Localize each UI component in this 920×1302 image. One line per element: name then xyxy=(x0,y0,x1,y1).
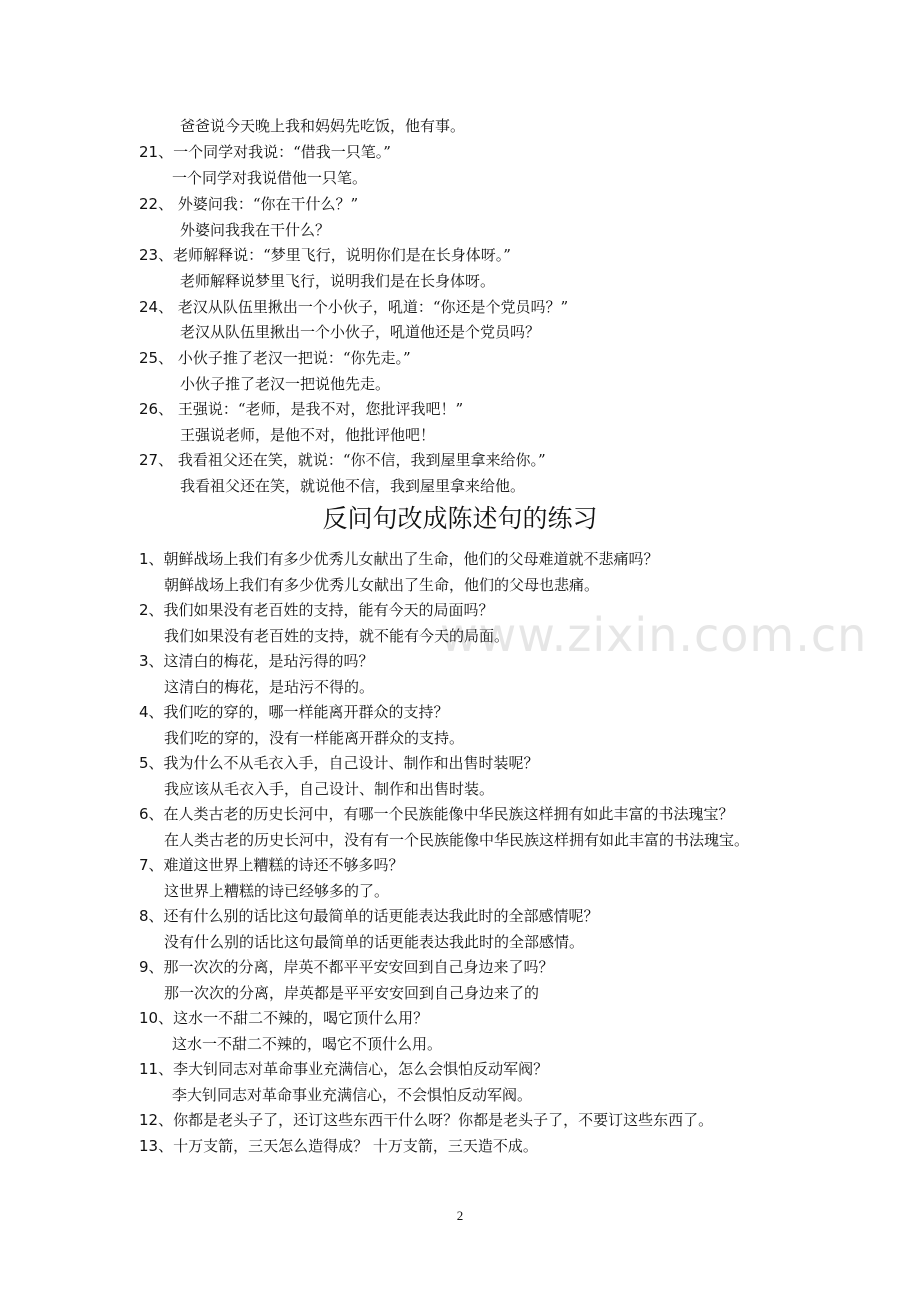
answer-line: 一个同学对我说借他一只笔。 xyxy=(172,169,368,187)
answer-line: 我们吃的穿的，没有一样能离开群众的支持。 xyxy=(164,729,465,747)
answer-line: 我们如果没有老百姓的支持，就不能有今天的局面。 xyxy=(164,627,510,645)
question-line: 9、那一次次的分离，岸英不都平平安安回到自己身边来了吗？ xyxy=(139,958,554,976)
question-line: 23、老师解释说：“梦里飞行，说明你们是在长身体呀。” xyxy=(139,246,511,264)
question-line: 24、 老汉从队伍里揪出一个小伙子，吼道：“你还是个党员吗？” xyxy=(139,298,569,316)
answer-line: 这水一不甜二不辣的，喝它不顶什么用。 xyxy=(172,1035,443,1053)
answer-line: 在人类古老的历史长河中，没有有一个民族能像中华民族这样拥有如此丰富的书法瑰宝。 xyxy=(164,831,750,849)
answer-line: 爸爸说今天晚上我和妈妈先吃饭，他有事。 xyxy=(180,117,466,135)
question-line: 1、朝鲜战场上我们有多少优秀儿女献出了生命，他们的父母难道就不悲痛吗？ xyxy=(139,550,659,568)
answer-line: 小伙子推了老汉一把说他先走。 xyxy=(180,375,391,393)
question-line: 22、 外婆问我：“你在干什么？” xyxy=(139,195,359,213)
answer-line: 王强说老师，是他不对，他批评他吧！ xyxy=(180,426,436,444)
section-title: 反问句改成陈述句的练习 xyxy=(322,504,598,533)
question-line: 27、 我看祖父还在笑，就说：“你不信，我到屋里拿来给你。” xyxy=(139,451,546,469)
answer-line: 没有什么别的话比这句最简单的话更能表达我此时的全部感情。 xyxy=(164,933,585,951)
question-line: 8、还有什么别的话比这句最简单的话更能表达我此时的全部感情呢？ xyxy=(139,907,599,925)
page-number: 2 xyxy=(456,1208,464,1223)
answer-line: 外婆问我我在干什么？ xyxy=(180,221,331,239)
answer-line: 朝鲜战场上我们有多少优秀儿女献出了生命，他们的父母也悲痛。 xyxy=(164,576,600,594)
answer-line: 我看祖父还在笑，就说他不信，我到屋里拿来给他。 xyxy=(180,477,526,495)
answer-line: 那一次次的分离，岸英都是平平安安回到自己身边来了的 xyxy=(164,984,540,1002)
question-line: 5、我为什么不从毛衣入手，自己设计、制作和出售时装呢？ xyxy=(139,754,539,772)
question-line: 10、这水一不甜二不辣的，喝它顶什么用？ xyxy=(139,1009,429,1027)
answer-line: 李大钊同志对革命事业充满信心，不会惧怕反动军阀。 xyxy=(172,1086,533,1104)
watermark: www.zixin.com.cn xyxy=(440,608,868,662)
answer-line: 老汉从队伍里揪出一个小伙子，吼道他还是个党员吗？ xyxy=(180,323,541,341)
question-line: 26、 王强说：“老师，是我不对，您批评我吧！” xyxy=(139,400,464,418)
question-line: 12、你都是老头子了，还订这些东西干什么呀？你都是老头子了，不要订这些东西了。 xyxy=(139,1111,714,1129)
answer-line: 我应该从毛衣入手，自己设计、制作和出售时装。 xyxy=(164,780,495,798)
question-line: 2、我们如果没有老百姓的支持，能有今天的局面吗？ xyxy=(139,601,494,619)
question-line: 25、 小伙子推了老汉一把说：“你先走。” xyxy=(139,349,411,367)
question-line: 3、这清白的梅花，是玷污得的吗？ xyxy=(139,652,374,670)
question-line: 21、一个同学对我说：“借我一只笔。” xyxy=(139,143,391,161)
question-line: 4、我们吃的穿的，哪一样能离开群众的支持？ xyxy=(139,703,449,721)
question-line: 13、十万支箭，三天怎么造得成？ 十万支箭，三天造不成。 xyxy=(139,1137,538,1155)
answer-line: 老师解释说梦里飞行，说明我们是在长身体呀。 xyxy=(180,272,496,290)
question-line: 11、李大钊同志对革命事业充满信心，怎么会惧怕反动军阀？ xyxy=(139,1060,549,1078)
question-line: 6、在人类古老的历史长河中，有哪一个民族能像中华民族这样拥有如此丰富的书法瑰宝？ xyxy=(139,805,734,823)
answer-line: 这世界上糟糕的诗已经够多的了。 xyxy=(164,882,390,900)
question-line: 7、难道这世界上糟糕的诗还不够多吗？ xyxy=(139,856,404,874)
answer-line: 这清白的梅花，是玷污不得的。 xyxy=(164,678,375,696)
